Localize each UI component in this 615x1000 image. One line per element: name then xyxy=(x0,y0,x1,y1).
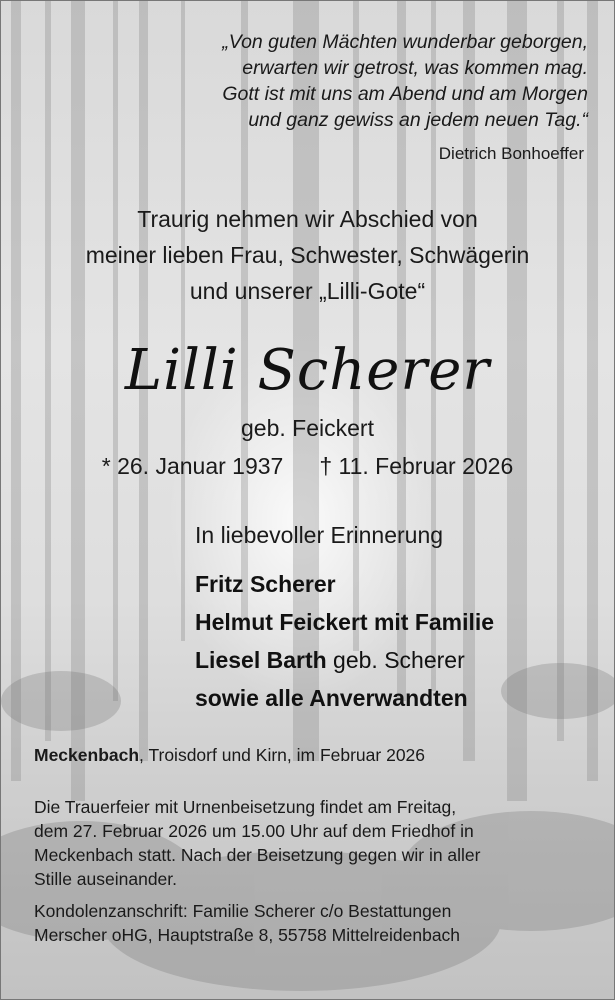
mourner-name: Fritz Scherer xyxy=(195,571,336,597)
mourner-entry xyxy=(195,641,494,679)
quote-line: erwarten wir getrost, was kommen mag. xyxy=(242,57,588,79)
place-rest: , Troisdorf und Kirn, im Februar 2026 xyxy=(139,745,426,765)
funeral-info xyxy=(34,795,481,891)
place-name: Meckenbach xyxy=(34,745,140,765)
place-date-line xyxy=(34,745,425,766)
mourner-entry xyxy=(195,603,494,641)
mourner-entry xyxy=(195,679,494,717)
mourner-note: geb. Scherer xyxy=(326,647,465,673)
maiden-name: geb. Feickert xyxy=(241,415,374,441)
mourner-name: Helmut Feickert mit Familie xyxy=(195,609,495,635)
death-date: † 11. Februar 2026 xyxy=(319,453,514,479)
memory-heading: In liebevoller Erinnerung xyxy=(195,522,444,548)
deceased-name: Lilli Scherer xyxy=(124,338,491,403)
intro-text xyxy=(1,201,614,309)
funeral-line: Stille auseinander. xyxy=(34,869,178,889)
mourners-list xyxy=(195,565,494,717)
mourner-name: sowie alle Anverwandten xyxy=(195,685,468,711)
funeral-line: Meckenbach statt. Nach der Beisetzung gegen wir in aller xyxy=(34,845,481,865)
quote-line: und ganz gewiss an jedem neuen Tag.“ xyxy=(248,109,588,131)
quote-line: „Von guten Mächten wunderbar geborgen, xyxy=(222,31,588,53)
birth-date: * 26. Januar 1937 xyxy=(101,453,284,479)
intro-line: und unserer „Lilli-Gote“ xyxy=(189,278,426,304)
condolence-address xyxy=(34,899,460,947)
mourner-name: Liesel Barth xyxy=(195,647,327,673)
quote-author: Dietrich Bonhoeffer xyxy=(438,144,584,163)
funeral-line: Die Trauerfeier mit Urnenbeisetzung findet am Freitag, xyxy=(34,797,457,817)
life-dates xyxy=(1,453,614,480)
intro-line: Traurig nehmen wir Abschied von xyxy=(137,206,478,232)
quote-line: Gott ist mit uns am Abend und am Morgen xyxy=(222,83,588,105)
contact-line: Merscher oHG, Hauptstraße 8, 55758 Mittelreidenbach xyxy=(34,925,461,945)
intro-line: meiner lieben Frau, Schwester, Schwägerin xyxy=(85,242,530,268)
funeral-line: dem 27. Februar 2026 um 15.00 Uhr auf dem Friedhof in xyxy=(34,821,474,841)
quote xyxy=(1,29,588,133)
contact-line: Kondolenzanschrift: Familie Scherer c/o Bestattungen xyxy=(34,901,452,921)
mourner-entry xyxy=(195,565,494,603)
